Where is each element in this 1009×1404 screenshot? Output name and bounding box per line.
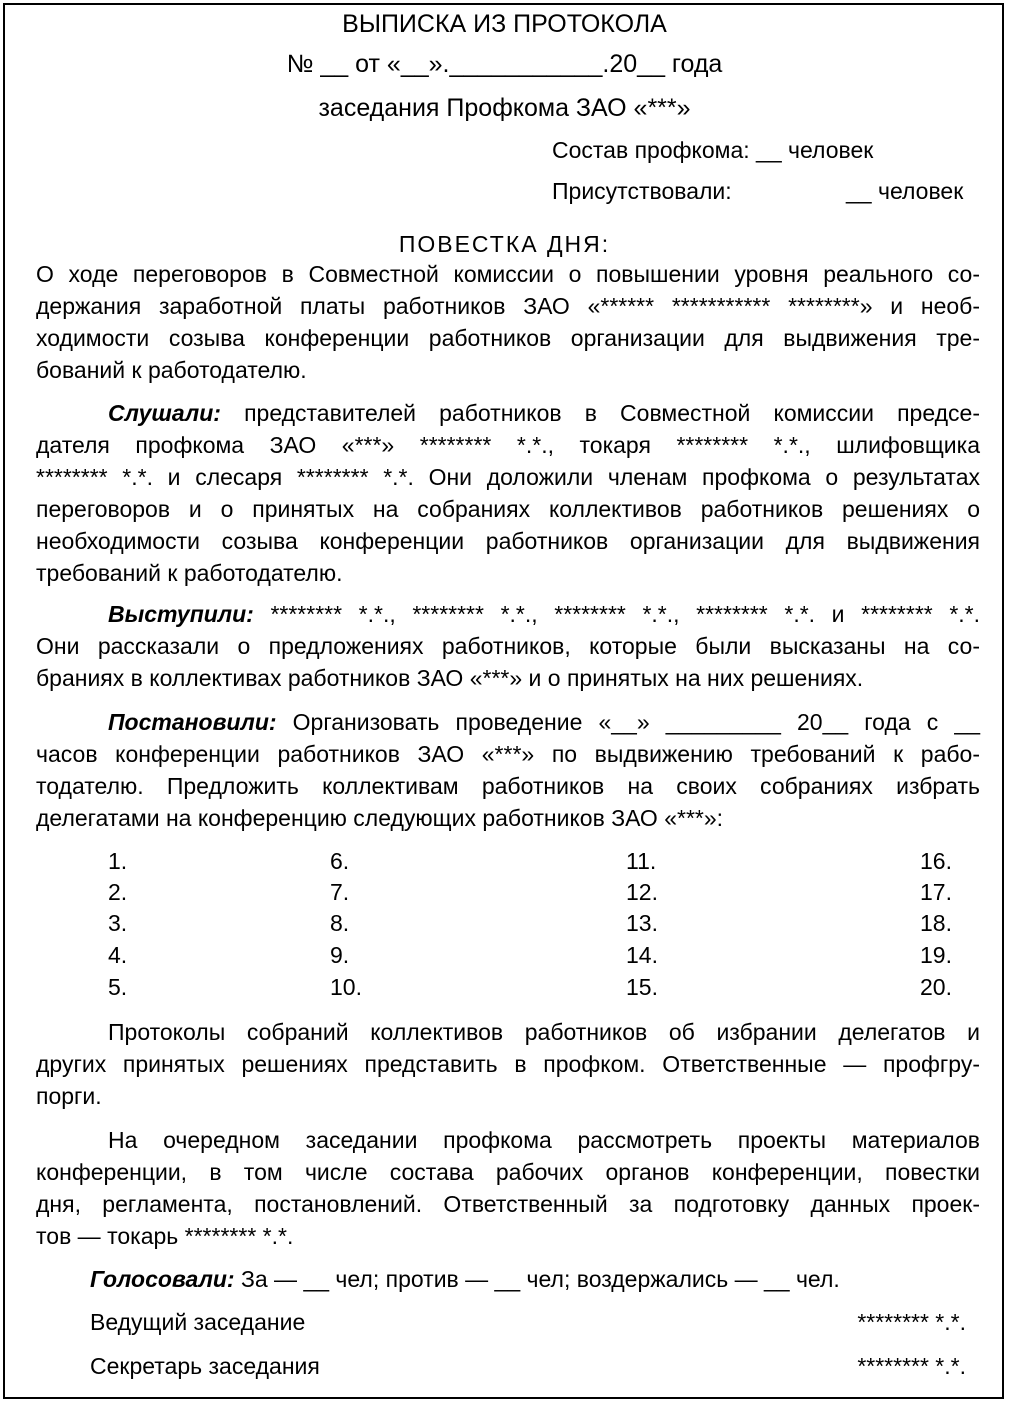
resolved-line: тодателю. Предложить коллективам работников на своих собраниях избрать bbox=[36, 773, 980, 799]
heard-line: требований к работодателю. bbox=[36, 560, 343, 586]
agenda-heading: ПОВЕСТКА ДНЯ: bbox=[398, 231, 611, 257]
resolved-first-line bbox=[108, 706, 980, 738]
next-meeting-line: дня, регламента, постановлений. Ответственный за подготовку данных проек- bbox=[36, 1191, 980, 1217]
delegate-number: 17. bbox=[920, 879, 952, 905]
vote-line bbox=[90, 1263, 840, 1295]
delegate-number: 10. bbox=[330, 974, 362, 1000]
resolved-text: Организовать проведение «__» _________ 20__ года с __ bbox=[292, 709, 980, 735]
delegate-number: 13. bbox=[626, 910, 658, 936]
signature-name: ******** *.*. bbox=[857, 1353, 966, 1379]
delegate-number: 20. bbox=[920, 974, 952, 1000]
vote-label: Голосовали: bbox=[90, 1266, 235, 1292]
delegate-number: 18. bbox=[920, 910, 952, 936]
agenda-line: ходимости созыва конференции работников организации для выдвижения тре- bbox=[36, 325, 980, 351]
signature-role: Ведущий заседание bbox=[90, 1309, 306, 1335]
delegate-number: 1. bbox=[108, 848, 128, 874]
signature-name: ******** *.*. bbox=[857, 1309, 966, 1335]
spoke-label: Выступили: bbox=[108, 601, 254, 627]
committee-composition: Состав профкома: __ человек bbox=[552, 137, 874, 163]
heard-first-line bbox=[108, 397, 980, 429]
agenda-line: бований к работодателю. bbox=[36, 357, 307, 383]
spoke-first-line bbox=[108, 598, 980, 630]
delegate-number: 6. bbox=[330, 848, 350, 874]
resolved-line: часов конференции работников ЗАО «***» по выдвижению требований к рабо- bbox=[36, 741, 980, 767]
heard-line: переговоров и о принятых на собраниях коллективов работников решениях о bbox=[36, 496, 980, 522]
heard-label: Слушали: bbox=[108, 400, 221, 426]
spoke-line: браниях в коллективах работников ЗАО «***» и о принятых на них решениях. bbox=[36, 665, 864, 691]
delegate-number: 11. bbox=[626, 848, 657, 874]
protocols-line: порги. bbox=[36, 1083, 102, 1109]
delegate-number: 14. bbox=[626, 942, 658, 968]
protocols-line: Протоколы собраний коллективов работников об избрании делегатов и bbox=[108, 1019, 980, 1045]
vote-text: За — __ чел; против — __ чел; воздержались — __ чел. bbox=[240, 1266, 840, 1292]
meeting-subtitle: заседания Профкома ЗАО «***» bbox=[318, 94, 691, 122]
spoke-line: Они рассказали о предложениях работников, которые были высказаны на со- bbox=[36, 633, 980, 659]
delegate-number: 7. bbox=[330, 879, 350, 905]
delegate-number: 15. bbox=[626, 974, 658, 1000]
delegate-number: 9. bbox=[330, 942, 350, 968]
spoke-text: ******** *.*., ******** *.*., ******** *.*., ******** *.*. и ******** *.*. bbox=[270, 601, 981, 627]
protocol-number-line: № __ от «__».___________.20__ года bbox=[286, 50, 723, 78]
heard-text: представителей работников в Совместной комиссии предсе- bbox=[244, 400, 980, 426]
present-value: __ человек bbox=[846, 178, 964, 204]
delegate-number: 2. bbox=[108, 879, 128, 905]
heard-line: дателя профкома ЗАО «***» ******** *.*., токаря ******** *.*., шлифовщика bbox=[36, 432, 980, 458]
delegate-number: 16. bbox=[920, 848, 952, 874]
delegate-number: 8. bbox=[330, 910, 350, 936]
delegate-number: 3. bbox=[108, 910, 128, 936]
delegate-number: 12. bbox=[626, 879, 658, 905]
resolved-label: Постановили: bbox=[108, 709, 277, 735]
signature-role: Секретарь заседания bbox=[90, 1353, 320, 1379]
next-meeting-line: На очередном заседании профкома рассмотреть проекты материалов bbox=[108, 1127, 980, 1153]
next-meeting-line: тов — токарь ******** *.*. bbox=[36, 1223, 294, 1249]
heard-line: ******** *.*. и слесаря ******** *.*. Они доложили членам профкома о результатах bbox=[36, 464, 980, 490]
document-title: ВЫПИСКА ИЗ ПРОТОКОЛА bbox=[342, 10, 667, 38]
delegate-number: 4. bbox=[108, 942, 128, 968]
protocols-line: других принятых решениях представить в профком. Ответственные — профгру- bbox=[36, 1051, 980, 1077]
agenda-line: держания заработной платы работников ЗАО «****** *********** ********» и необ- bbox=[36, 293, 980, 319]
agenda-line: О ходе переговоров в Совместной комиссии о повышении уровня реального со- bbox=[36, 261, 980, 287]
next-meeting-line: конференции, в том числе состава рабочих органов конференции, повестки bbox=[36, 1159, 980, 1185]
present-label: Присутствовали: bbox=[552, 178, 732, 204]
delegate-number: 5. bbox=[108, 974, 128, 1000]
heard-line: необходимости созыва конференции работников организации для выдвижения bbox=[36, 528, 980, 554]
delegate-number: 19. bbox=[920, 942, 952, 968]
resolved-line: делегатами на конференцию следующих работников ЗАО «***»: bbox=[36, 805, 724, 831]
